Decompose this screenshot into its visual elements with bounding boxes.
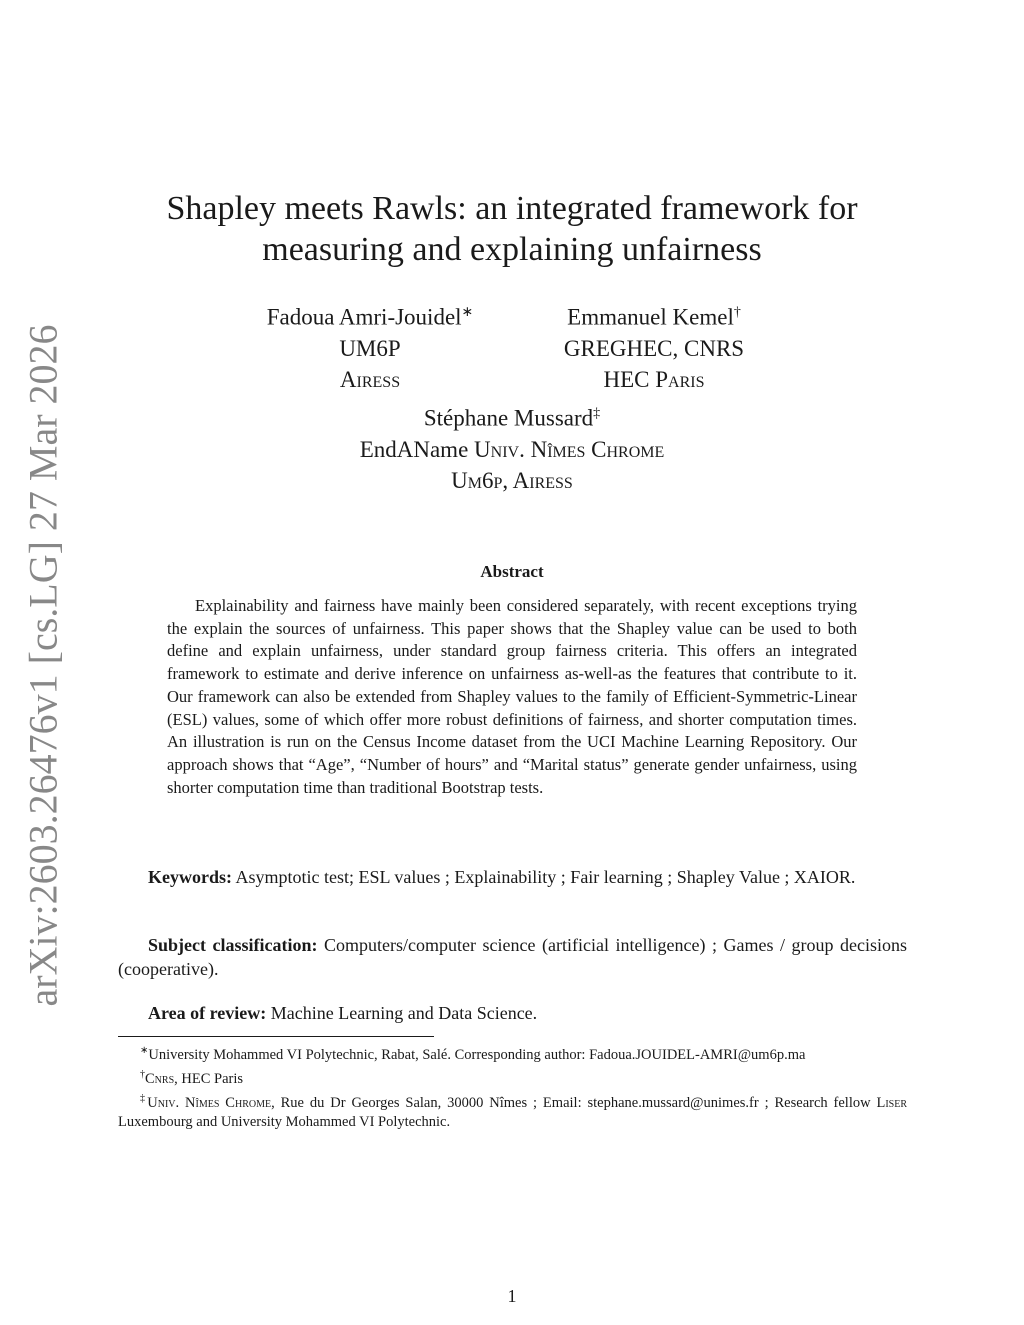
paper-title [120,188,904,270]
footnotes [118,1041,907,1132]
title-line-2: measuring and explaining unfairness [262,231,762,268]
title-line-1: Shapley meets Rawls: an integrated framework for [166,190,858,227]
arxiv-identifier: arXiv:2603.26476v1 [cs.LG] 27 Mar 2026 [20,323,66,1007]
author-affiliation: Univ. Nîmes Chrome [474,436,665,462]
author-name: Emmanuel Kemel [567,304,734,330]
abstract-heading: Abstract [480,562,544,581]
author-affiliation: Um6p, Airess [451,467,573,493]
author-affiliation-prefix: EndAName [359,436,475,462]
page-number: 1 [507,1286,517,1306]
footnote-mark: ‡ [140,1092,148,1104]
footnote-marker: † [733,305,741,320]
author-block-3 [270,398,754,496]
footnote-text: , Rue du Dr Georges Salan, 30000 Nîmes ; Email: stephane.mussard@unimes.fr ; Research fellow [271,1094,877,1111]
footnote-smallcaps: Cnrs [145,1070,175,1087]
author-affiliation: Airess [339,366,401,392]
author-affiliation: GREGHEC, CNRS [563,335,745,361]
author-affiliation: UM6P [339,335,401,361]
footnote-text: Luxembourg and University Mohammed VI Polytechnic. [118,1114,451,1131]
keywords-label: Keywords: [148,867,232,887]
keywords-paragraph [118,865,907,889]
subject-text: Computers/computer science (artificial intelligence) ; Games / group decisions (cooperative). [118,935,908,979]
author-name: Stéphane Mussard [423,405,594,431]
subject-label: Subject classification: [148,935,318,955]
subject-classification-paragraph [118,933,907,981]
footnote-smallcaps: Liser [876,1094,907,1111]
footnote-2 [118,1065,907,1089]
author-affiliation: HEC Paris [603,366,705,392]
footnote-smallcaps: Univ. Nîmes Chrome [147,1094,272,1111]
author-block-1 [240,297,500,395]
footnote-mark: ∗ [140,1045,149,1056]
abstract-text: Explainability and fairness have mainly been considered separately, with recent exceptions trying the explain the sources of unfairness. This paper shows that the Shapley value can be used to both define and explain unfairness, under standard group fairness criteria. This offers an integrated framework to estimate and derive inference on unfairness as-well-as the features that contribute to it. Our framework can also be extended from Shapley values to the family of Efficient-Symmetric-Linear (ESL) values, some of which offer more robust definitions of fairness, and shorter computation times. An illustration is run on the Census Income dataset from the UCI Machine Learning Repository. Our approach shows that “Age”, “Number of hours” and “Marital status” generate gender unfairness, using shorter computation time than traditional Bootstrap tests. [167,596,857,797]
area-of-review-paragraph [118,1001,907,1025]
arxiv-sidebar-stamp [18,323,68,1007]
area-label: Area of review: [148,1003,267,1023]
author-block-2 [520,297,788,395]
footnote-text: , HEC Paris [174,1070,243,1087]
author-name: Fadoua Amri-Jouidel [266,304,462,330]
footnote-divider [118,1036,434,1037]
footnote-marker: ‡ [593,406,601,421]
area-text: Machine Learning and Data Science. [270,1003,538,1023]
footnote-text: University Mohammed VI Polytechnic, Rabat, Salé. Corresponding author: Fadoua.JOUIDEL-AMRI@um6p.ma [148,1046,806,1063]
keywords-text: Asymptotic test; ESL values ; Explainability ; Fair learning ; Shapley Value ; XAIOR. [235,867,856,887]
footnote-1 [118,1041,907,1065]
footnote-marker: ∗ [461,305,474,320]
footnote-mark: † [140,1068,145,1080]
footnote-3 [118,1089,907,1133]
